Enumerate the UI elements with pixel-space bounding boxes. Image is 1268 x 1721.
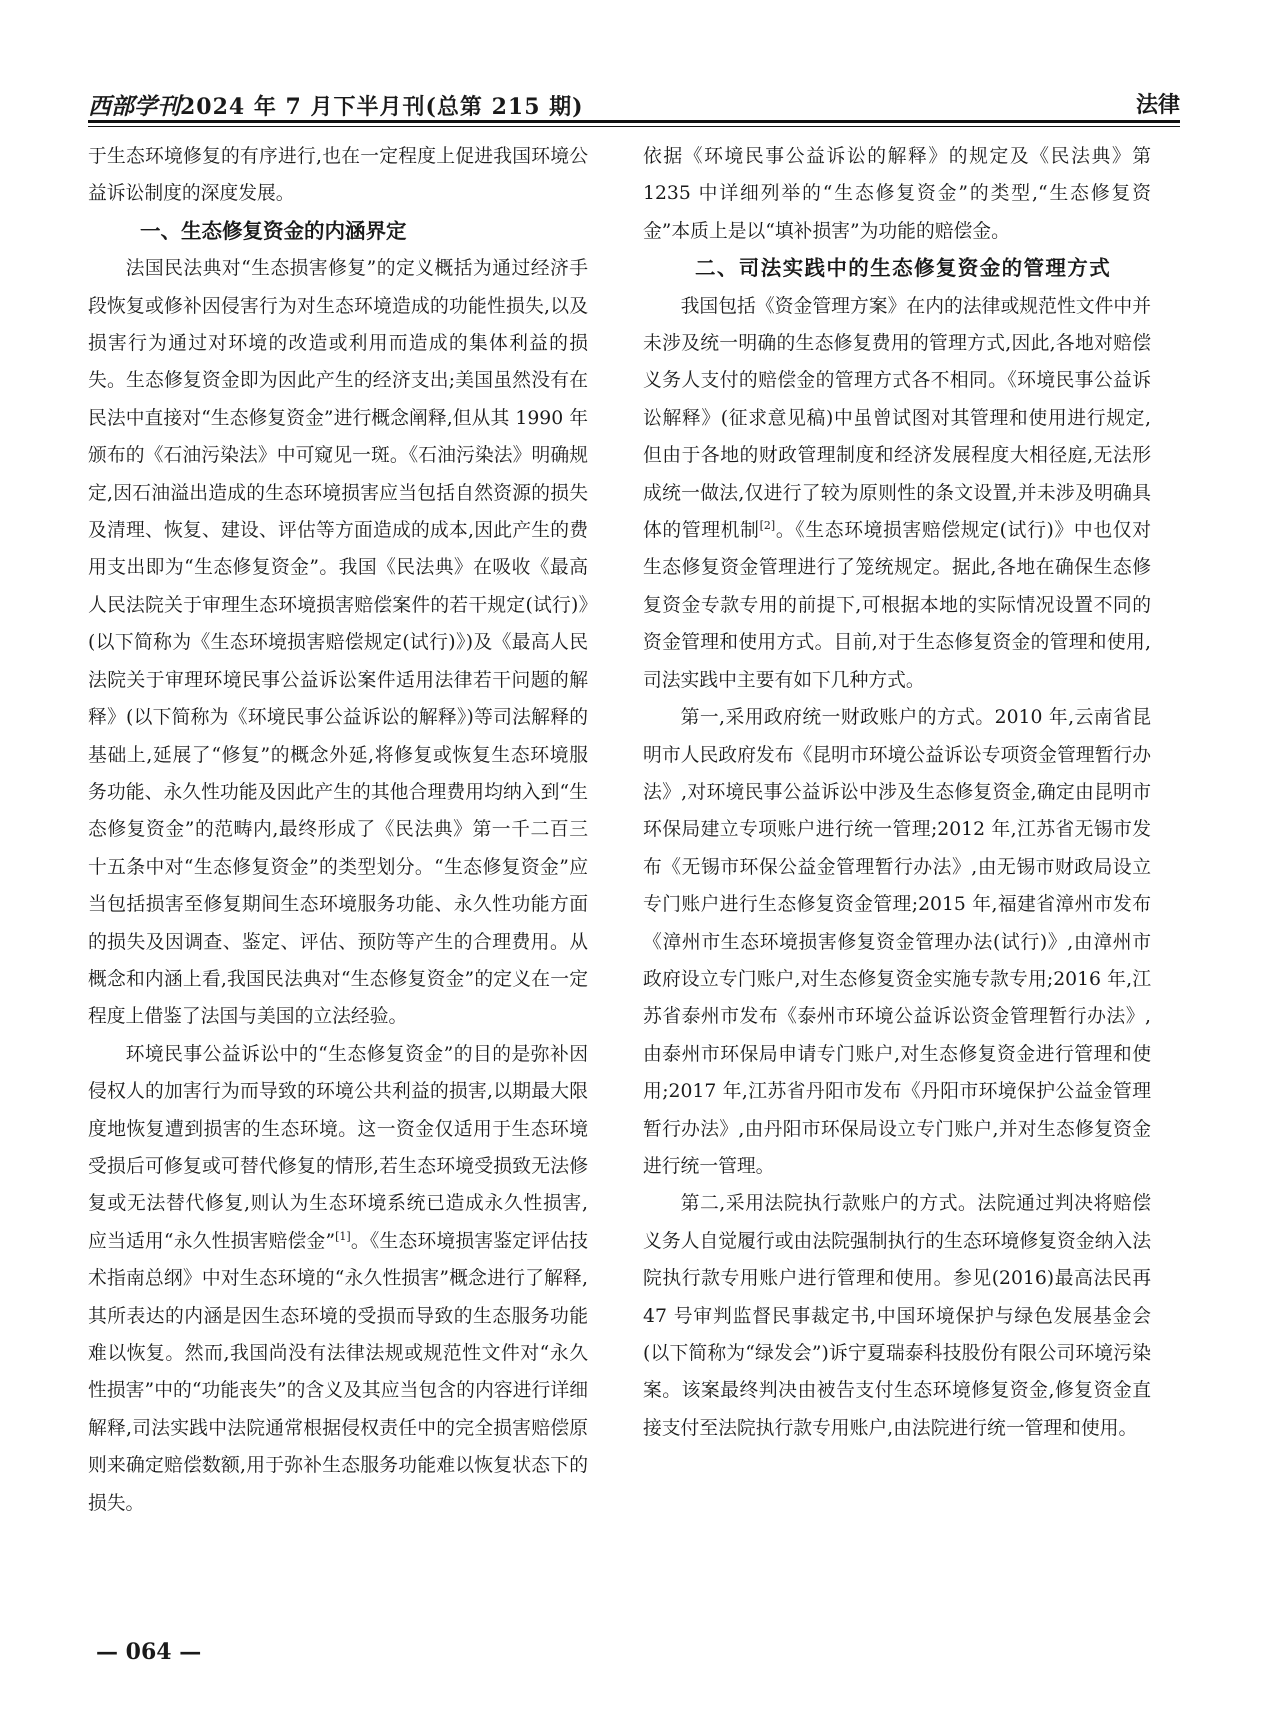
section-heading: 一、生态修复资金的内涵界定: [140, 218, 407, 243]
section-label: 法律: [1135, 93, 1180, 118]
section-heading: 二、司法实践中的生态修复资金的管理方式: [695, 256, 1112, 281]
paragraph: 第二,采用法院执行款账户的方式。法院通过判决将赔偿义务人自觉履行或由法院强制执行的生态环境修复资金纳入法院执行款专用账户进行管理和使用。参见(2016)最高法民再 47 号审判监督民事裁定书,中国环境保护与绿色发展基金会(以下简称为“绿发会”)诉宁夏瑞泰科技股份有限公司环境污染案。该案最终判决由被告支付生态环境修复资金,修复资金直接支付至法院执行款专用账户,由法院进行统一管理和使用。: [643, 1193, 1151, 1439]
header-rule: [88, 120, 1180, 123]
paragraph: 于生态环境修复的有序进行,也在一定程度上促进我国环境公益诉讼制度的深度发展。: [88, 146, 588, 205]
paragraph-text: 环境民事公益诉讼中的“生态修复资金”的目的是弥补因侵权人的加害行为而导致的环境公共利益的损害,以期最大限度地恢复遭到损害的生态环境。这一资金仅适用于生态环境受损后可修复或可替代修复的情形,若生态环境受损致无法修复或无法替代修复,则认为生态环境系统已造成永久性损害,应当适用“永久性损害赔偿金”: [88, 1043, 588, 1252]
paragraph-text: 。《生态环境损害鉴定评估技术指南总纲》中对生态环境的“永久性损害”概念进行了解释,其所表达的内涵是因生态环境的受损而导致的生态服务功能难以恢复。然而,我国尚没有法律法规或规范性文件对“永久性损害”中的“功能丧失”的含义及其应当包含的内容进行详细解释,司法实践中法院通常根据侵权责任中的完全损害赔偿原则来确定赔偿数额,用于弥补生态服务功能难以恢复状态下的损失。: [88, 1230, 588, 1514]
citation-ref: [1]: [335, 1229, 351, 1243]
paragraph: [643, 288, 1151, 699]
paragraph-text: 我国包括《资金管理方案》在内的法律或规范性文件中并未涉及统一明确的生态修复费用的管理方式,因此,各地对赔偿义务人支付的赔偿金的管理方式各不相同。《环境民事公益诉讼解释》(征求意见稿)中虽曾试图对其管理和使用进行规定,但由于各地的财政管理制度和经济发展程度大相径庭,无法形成统一做法,仅进行了较为原则性的条文设置,并未涉及明确具体的管理机制: [643, 295, 1151, 542]
left-column: [88, 138, 588, 1598]
paragraph: 法国民法典对“生态损害修复”的定义概括为通过经济手段恢复或修补因侵害行为对生态环境造成的功能性损失,以及损害行为通过对环境的改造或利用而造成的集体利益的损失。生态修复资金即为因此产生的经济支出;美国虽然没有在民法中直接对“生态修复资金”进行概念阐释,但从其 1990 年颁布的《石油污染法》中可窥见一斑。《石油污染法》明确规定,因石油溢出造成的生态环境损害应当包括自然资源的损失及清理、恢复、建设、评估等方面造成的成本,因此产生的费用支出即为“生态修复资金”。我国《民法典》在吸收《最高人民法院关于审理生态环境损害赔偿案件的若干规定(试行)》(以下简称为《生态环境损害赔偿规定(试行)》)及《最高人民法院关于审理环境民事公益诉讼案件适用法律若干问题的解释》(以下简称为《环境民事公益诉讼的解释》)等司法解释的基础上,延展了“修复”的概念外延,将修复或恢复生态环境服务功能、永久性功能及因此产生的其他合理费用均纳入到“生态修复资金”的范畴内,最终形成了《民法典》第一千二百三十五条中对“生态修复资金”的类型划分。“生态修复资金”应当包括损害至修复期间生态环境服务功能、永久性功能方面的损失及因调查、鉴定、评估、预防等产生的合理费用。从概念和内涵上看,我国民法典对“生态修复资金”的定义在一定程度上借鉴了法国与美国的立法经验。: [88, 258, 588, 1028]
journal-masthead: [88, 88, 584, 121]
citation-ref: [2]: [759, 519, 776, 533]
right-column: [643, 138, 1151, 1598]
paragraph-text: 。《生态环境损害赔偿规定(试行)》中也仅对生态修复资金管理进行了笼统规定。据此,各地在确保生态修复资金专款专用的前提下,可根据本地的实际情况设置不同的资金管理和使用方式。目前,对于生态修复资金的管理和使用,司法实践中主要有如下几种方式。: [643, 520, 1151, 691]
page-header: [88, 86, 1180, 124]
paragraph: 第一,采用政府统一财政账户的方式。2010 年,云南省昆明市人民政府发布《昆明市环境公益诉讼专项资金管理暂行办法》,对环境民事公益诉讼中涉及生态修复资金,确定由昆明市环保局建立专项账户进行统一管理;2012 年,江苏省无锡市发布《无锡市环保公益金管理暂行办法》,由无锡市财政局设立专门账户进行生态修复资金管理;2015 年,福建省漳州市发布《漳州市生态环境损害修复资金管理办法(试行)》,由漳州市政府设立专门账户,对生态修复资金实施专款专用;2016 年,江苏省泰州市发布《泰州市环境公益诉讼资金管理暂行办法》,由泰州市环保局申请专门账户,对生态修复资金进行管理和使用;2017 年,江苏省丹阳市发布《丹阳市环境保护公益金管理暂行办法》,由丹阳市环保局设立专门账户,并对生态修复资金进行统一管理。: [643, 707, 1151, 1177]
paragraph: 依据《环境民事公益诉讼的解释》的规定及《民法典》第 1235 中详细列举的“生态修复资金”的类型,“生态修复资金”本质上是以“填补损害”为功能的赔偿金。: [643, 146, 1151, 242]
paragraph: [88, 1036, 588, 1522]
journal-logo: 西部学刊: [88, 93, 180, 120]
issue-info: 2024 年 7 月下半月刊(总第 215 期): [180, 94, 584, 120]
page-number: — 064 —: [96, 1639, 202, 1665]
header-rule-thin: [88, 126, 1180, 127]
